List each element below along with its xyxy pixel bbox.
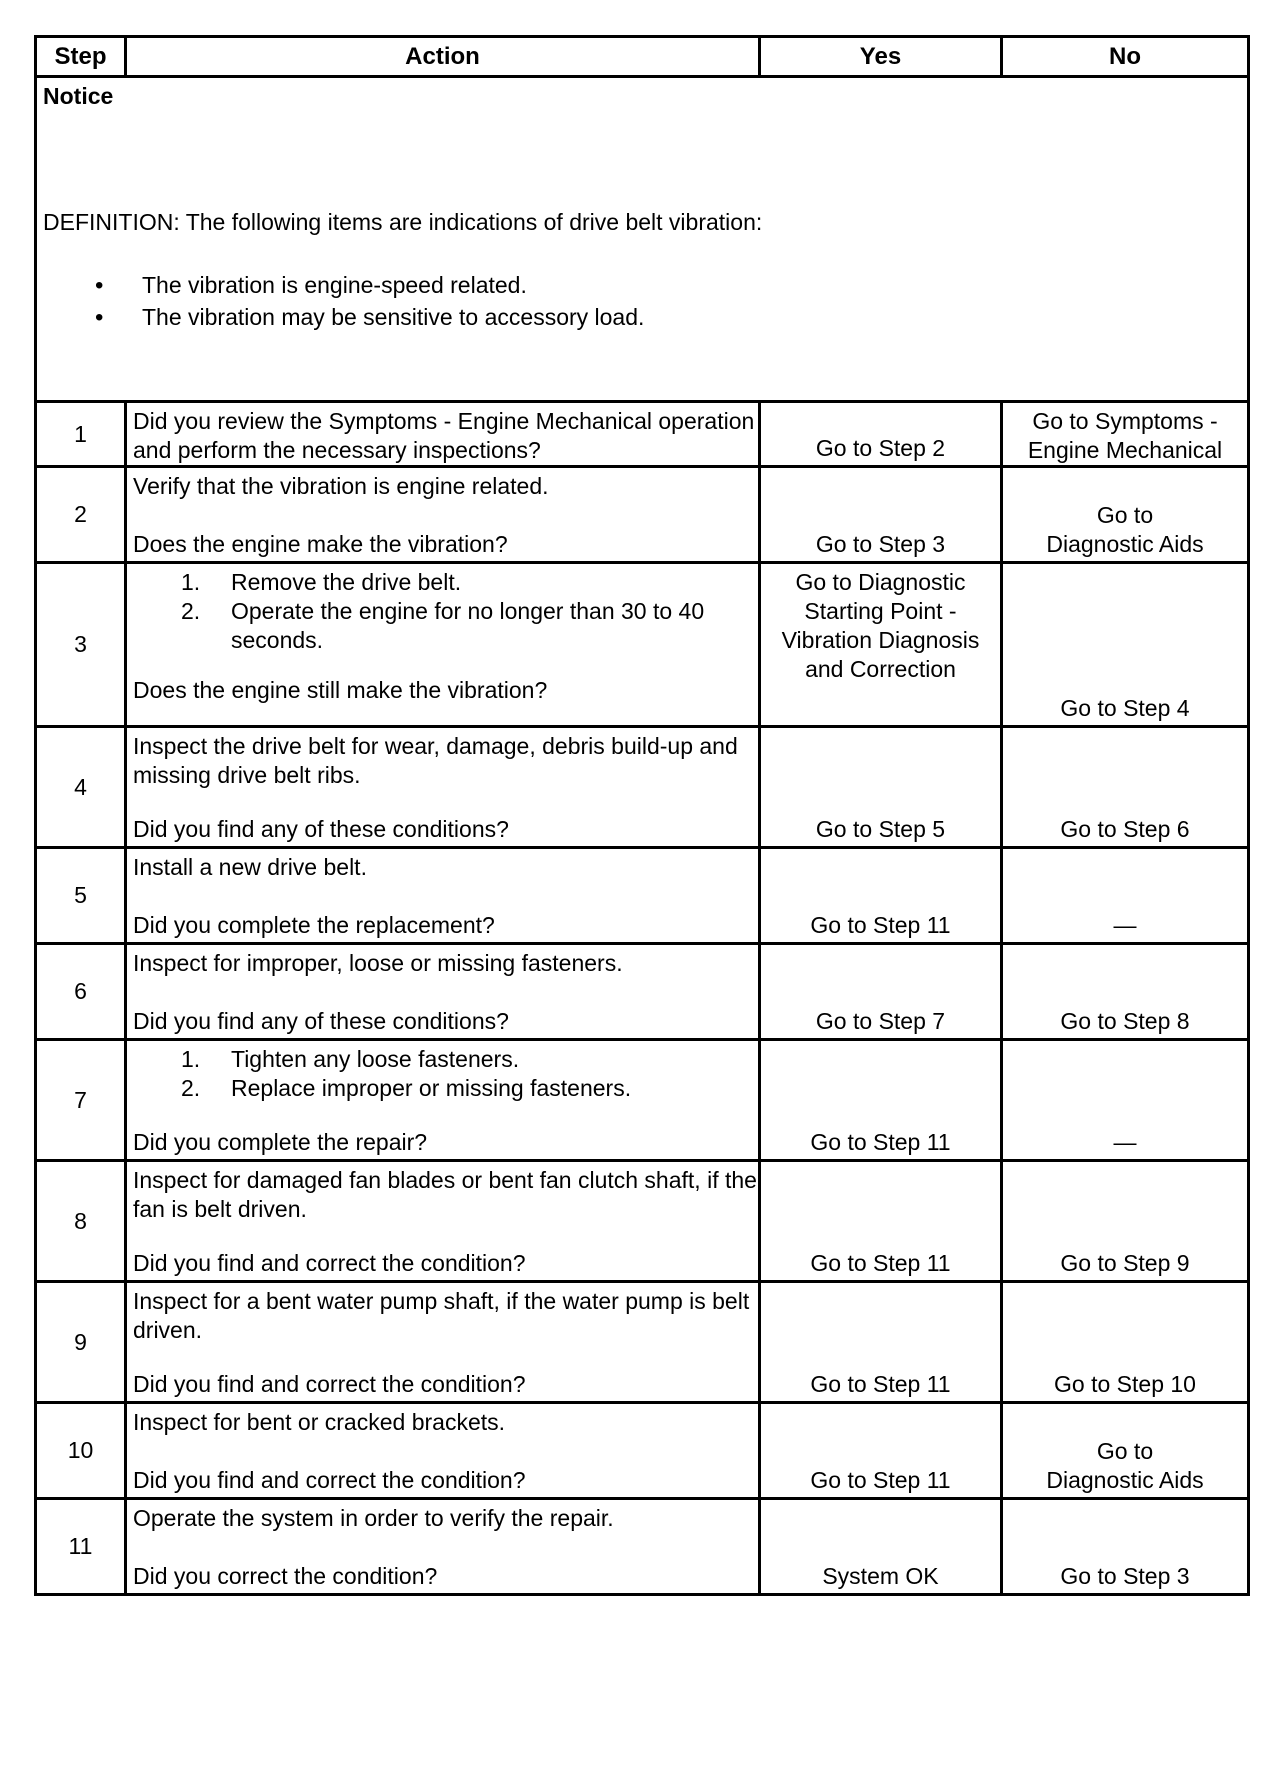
- notice-cell: [36, 77, 1249, 402]
- no-cell: [1002, 563, 1249, 727]
- question-text: Did you complete the repair?: [133, 1129, 428, 1155]
- header-row: [36, 37, 1249, 77]
- no-text: Go to Diagnostic Aids: [1046, 1438, 1204, 1493]
- question-text: Did you complete the replacement?: [133, 912, 495, 938]
- step-number: 1: [36, 402, 126, 467]
- no-text: Go to Step 3: [1060, 1563, 1190, 1589]
- yes-text: Go to Step 7: [815, 1008, 946, 1034]
- no-cell: [1002, 1403, 1249, 1499]
- no-text: —: [1113, 1129, 1137, 1155]
- action-text: Inspect for a bent water pump shaft, if the water pump is belt driven.: [133, 1288, 750, 1343]
- no-text: Go to Step 8: [1060, 1008, 1190, 1034]
- step-number: 3: [36, 563, 126, 727]
- header-action: Action: [126, 37, 760, 77]
- header-no: No: [1002, 37, 1249, 77]
- header-yes: Yes: [760, 37, 1002, 77]
- action-cell: [126, 944, 760, 1040]
- diagnostic-table-sheet: [34, 35, 1247, 1596]
- action-text: Inspect the drive belt for wear, damage, debris build-up and missing drive belt ribs.: [133, 733, 738, 788]
- no-cell: [1002, 402, 1249, 467]
- notice-bullet-list: [37, 271, 644, 335]
- action-text: Inspect for bent or cracked brackets.: [133, 1409, 506, 1435]
- no-text: Go to Diagnostic Aids: [1046, 502, 1204, 557]
- notice-row: [36, 77, 1249, 402]
- yes-text: Go to Step 3: [815, 531, 946, 557]
- action-text: Operate the system in order to verify the repair.: [133, 1505, 614, 1531]
- yes-text: Go to Step 11: [810, 912, 951, 938]
- no-cell: [1002, 1499, 1249, 1595]
- action-cell: [126, 1161, 760, 1282]
- yes-text: Go to Step 2: [815, 435, 946, 461]
- table-row: [36, 1499, 1249, 1595]
- question-text: Did you find and correct the condition?: [133, 1467, 526, 1493]
- step-number: 2: [36, 467, 126, 563]
- no-cell: [1002, 467, 1249, 563]
- procedure-item-text: Tighten any loose fasteners.: [231, 1046, 520, 1072]
- yes-cell: [760, 563, 1002, 727]
- procedure-list: [133, 568, 758, 655]
- notice-bullet: • The vibration is engine-speed related.: [37, 271, 644, 303]
- step-number: 10: [36, 1403, 126, 1499]
- table-row: [36, 1161, 1249, 1282]
- table-row: [36, 1282, 1249, 1403]
- table-row: [36, 402, 1249, 467]
- table-row: [36, 727, 1249, 848]
- yes-cell: [760, 1040, 1002, 1161]
- action-text: Install a new drive belt.: [133, 854, 367, 880]
- step-number: 4: [36, 727, 126, 848]
- no-text: Go to Symptoms - Engine Mechanical: [1027, 408, 1223, 463]
- question-text: Did you find and correct the condition?: [133, 1371, 526, 1397]
- step-number: 8: [36, 1161, 126, 1282]
- action-cell: [126, 467, 760, 563]
- step-number: 11: [36, 1499, 126, 1595]
- question-text: Did you find any of these conditions?: [133, 816, 509, 842]
- action-text: Did you review the Symptoms - Engine Mechanical operation and perform the necessary inspections?: [133, 408, 755, 463]
- yes-text: Go to Step 5: [815, 816, 946, 842]
- action-text: Inspect for improper, loose or missing fasteners.: [133, 950, 623, 976]
- no-cell: [1002, 1282, 1249, 1403]
- step-number: 9: [36, 1282, 126, 1403]
- table-row: [36, 848, 1249, 944]
- question-text: Did you find and correct the condition?: [133, 1250, 526, 1276]
- yes-cell: [760, 402, 1002, 467]
- yes-cell: [760, 727, 1002, 848]
- notice-bullet: • The vibration may be sensitive to accessory load.: [37, 303, 644, 335]
- table-row: [36, 944, 1249, 1040]
- question-text: Did you find any of these conditions?: [133, 1008, 509, 1034]
- no-cell: [1002, 848, 1249, 944]
- yes-text: Go to Step 11: [810, 1129, 951, 1155]
- diagnostic-table: [34, 35, 1250, 1596]
- table-row: [36, 1403, 1249, 1499]
- yes-cell: [760, 1161, 1002, 1282]
- no-text: Go to Step 4: [1060, 695, 1190, 721]
- procedure-item-text: Replace improper or missing fasteners.: [231, 1075, 632, 1101]
- action-cell: [126, 727, 760, 848]
- action-cell: [126, 848, 760, 944]
- yes-cell: [760, 944, 1002, 1040]
- no-cell: [1002, 1161, 1249, 1282]
- action-text: Inspect for damaged fan blades or bent fan clutch shaft, if the fan is belt driven.: [133, 1167, 757, 1222]
- question-text: Did you correct the condition?: [133, 1563, 438, 1589]
- yes-text: System OK: [822, 1563, 939, 1589]
- yes-text: Go to Step 11: [810, 1467, 951, 1493]
- procedure-item-text: Remove the drive belt.: [231, 569, 462, 595]
- yes-text: Go to Diagnostic Starting Point - Vibration Diagnosis and Correction: [781, 569, 980, 682]
- yes-text: Go to Step 11: [810, 1250, 951, 1276]
- no-text: —: [1113, 912, 1137, 938]
- no-cell: [1002, 727, 1249, 848]
- action-cell: [126, 402, 760, 467]
- action-cell: [126, 563, 760, 727]
- step-number: 5: [36, 848, 126, 944]
- no-cell: [1002, 944, 1249, 1040]
- header-step: Step: [36, 37, 126, 77]
- action-cell: [126, 1499, 760, 1595]
- procedure-item: 1. Tighten any loose fasteners.: [181, 1046, 520, 1072]
- table-row: [36, 563, 1249, 727]
- step-number: 7: [36, 1040, 126, 1161]
- notice-definition: DEFINITION: The following items are indications of drive belt vibration:: [43, 209, 763, 235]
- action-text: Verify that the vibration is engine related.: [133, 473, 549, 499]
- no-text: Go to Step 9: [1060, 1250, 1190, 1276]
- action-cell: [126, 1403, 760, 1499]
- procedure-item: 2. Operate the engine for no longer than 30 to 40 seconds.: [181, 598, 705, 653]
- procedure-item: 1. Remove the drive belt.: [181, 569, 462, 595]
- notice-title: Notice: [43, 83, 114, 109]
- table-row: [36, 1040, 1249, 1161]
- yes-cell: [760, 1499, 1002, 1595]
- procedure-item-text: Operate the engine for no longer than 30 to 40 seconds.: [231, 598, 705, 653]
- yes-cell: [760, 848, 1002, 944]
- question-text: Does the engine still make the vibration?: [133, 677, 548, 703]
- yes-cell: [760, 1282, 1002, 1403]
- question-text: Does the engine make the vibration?: [133, 531, 508, 557]
- no-text: Go to Step 10: [1054, 1371, 1196, 1397]
- yes-cell: [760, 467, 1002, 563]
- table-row: [36, 467, 1249, 563]
- action-cell: [126, 1282, 760, 1403]
- procedure-list: [133, 1045, 758, 1103]
- no-cell: [1002, 1040, 1249, 1161]
- yes-cell: [760, 1403, 1002, 1499]
- procedure-item: 2. Replace improper or missing fasteners.: [181, 1075, 632, 1101]
- no-text: Go to Step 6: [1060, 816, 1190, 842]
- step-number: 6: [36, 944, 126, 1040]
- yes-text: Go to Step 11: [810, 1371, 951, 1397]
- action-cell: [126, 1040, 760, 1161]
